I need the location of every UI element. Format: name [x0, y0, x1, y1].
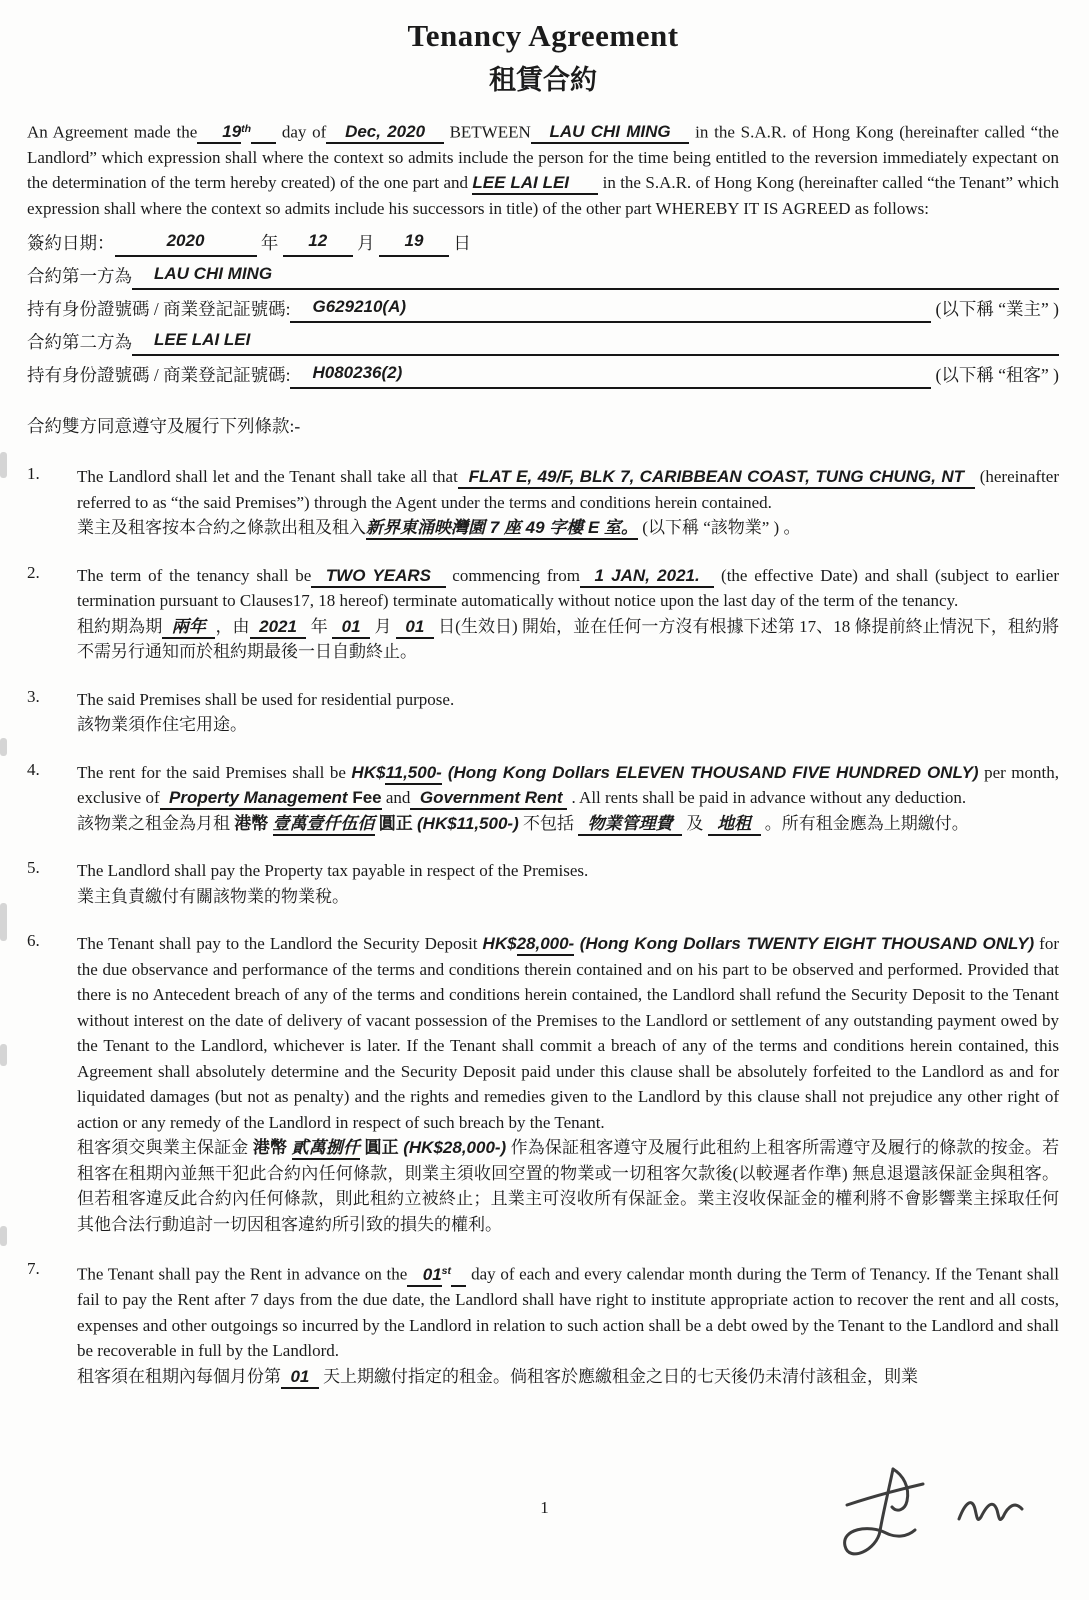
- scan-artifact: [0, 903, 7, 941]
- filled-field-text: 12: [283, 227, 353, 257]
- body-text: The Tenant shall pay to the Landlord the Security Deposit: [77, 934, 483, 954]
- clause-3: [27, 687, 1059, 738]
- filled-field-text: FLAT E, 49/F, BLK 7, CARIBBEAN COAST, TUNG CHUNG, NT: [458, 467, 975, 489]
- filled-field-text: 01: [332, 617, 370, 639]
- filled-field-text: 地租: [708, 814, 761, 836]
- scan-artifact: [0, 1044, 7, 1066]
- document-title-chinese: 租賃合約: [489, 65, 597, 95]
- body-text: in the S.A.R. of Hong Kong (hereinafter called “the Tenant” which expression shall where the context so admits include his successors in title) of the other part WHEREBY IT IS AGREED as follows:: [27, 173, 1059, 218]
- body-text: . All rents shall be paid in advance without any deduction.: [567, 788, 967, 808]
- body-text: (hereinafter referred to as “the said Premises”) through the Agent under the terms and conditions herein contained.: [77, 467, 1059, 512]
- filled-field-text: LEE LAI LEI: [472, 173, 598, 195]
- filled-field-text: (Hong Kong Dollars ELEVEN THOUSAND FIVE HUNDRED ONLY): [441, 762, 979, 782]
- body-text: per month, exclusive of: [77, 762, 1060, 808]
- body-text: 該物業之租金為月租: [77, 813, 235, 833]
- tenant-id-line: [27, 359, 1059, 389]
- body-text: BETWEEN: [443, 122, 531, 142]
- clause-list: [27, 464, 1059, 1389]
- scan-artifact: [0, 452, 7, 478]
- filled-field-text: 01: [281, 1367, 319, 1389]
- filled-field-text: 19: [197, 122, 241, 144]
- clause-body: [77, 931, 1059, 1237]
- clause-number: 4.: [27, 759, 40, 779]
- filled-field-text: 11,500-: [385, 763, 441, 785]
- filled-field-text: Property Management: [160, 788, 353, 810]
- body-text: 租約期為期: [77, 616, 163, 636]
- clause-5: [27, 858, 1059, 909]
- field-label: 年: [256, 233, 283, 254]
- body-text: 租客須交與業主保証金: [77, 1138, 253, 1158]
- body-text: 業主及租客按本合約之條款出租及租入: [77, 518, 366, 538]
- intro-paragraph: [27, 117, 1059, 221]
- filled-field-text: 新界東涌映灣園 7 座 49 字樓 E 室。: [366, 518, 638, 540]
- filled-field-text: LAU CHI MING: [132, 260, 1059, 290]
- clause-body: [77, 858, 1059, 909]
- clause-number: 1.: [27, 464, 40, 484]
- clause-body: [77, 1259, 1059, 1389]
- body-text: 。所有租金應為上期繳付。: [760, 813, 969, 833]
- clause-number: 2.: [27, 562, 40, 582]
- filled-field-text: st: [441, 1265, 452, 1278]
- field-label: 合約第一方為: [27, 266, 132, 287]
- body-text: 業主負責繳付有關該物業的物業稅。: [77, 886, 349, 906]
- body-text: 年: [306, 616, 333, 636]
- filled-field-text: 兩年: [162, 617, 215, 639]
- field-label: (以下稱 “業主” ): [931, 299, 1059, 320]
- filled-field-text: HK$: [351, 762, 386, 782]
- filled-field-text: th: [241, 123, 252, 135]
- filled-field-text: LAU CHI MING: [531, 122, 690, 144]
- filled-field-text: 19: [379, 227, 449, 257]
- clause-7: [27, 1259, 1059, 1389]
- filled-field-text: LEE LAI LEI: [132, 326, 1059, 356]
- body-text: The term of the tenancy shall be: [77, 565, 312, 585]
- body-text: (the effective Date) and shall (subject to earlier termination pursuant to Clauses17, 18 hereof) terminate automatically without notice upon the last day of the term of the tenancy.: [77, 565, 1059, 611]
- filled-field-text: Government Rent: [410, 788, 567, 810]
- agreement-intro-line: 合約雙方同意遵守及履行下列條款:-: [27, 416, 301, 437]
- body-text: 月: [370, 616, 396, 636]
- filled-field-text: TWO YEARS: [311, 566, 445, 588]
- filled-field-text: 01: [407, 1265, 441, 1287]
- filled-field-text: [251, 122, 276, 144]
- body-text: 該物業須作住宅用途。: [77, 715, 247, 735]
- clause-number: 3.: [27, 686, 40, 706]
- filled-field-text: 物業管理費: [578, 814, 682, 836]
- body-text: The said Premises shall be used for residential purpose.: [77, 689, 455, 709]
- signing-date-line: [27, 227, 1059, 257]
- body-text: and: [381, 788, 411, 808]
- clause-4: [27, 760, 1059, 837]
- body-text: [287, 1138, 291, 1157]
- field-label: 持有身份證號碼 / 商業登記証號碼:: [27, 299, 291, 320]
- body-text: An Agreement made the: [27, 122, 198, 142]
- filled-field-text: Fee: [352, 788, 381, 810]
- clause-body: [77, 760, 1059, 837]
- filled-field-text: 港幣: [234, 813, 269, 833]
- body-text: (以下稱 “該物業” ) 。: [638, 518, 801, 538]
- filled-field-text: 圓正: [378, 813, 413, 833]
- clause-body: [77, 464, 1059, 541]
- body-text: 租客須在租期內每個月份第: [77, 1366, 281, 1386]
- body-text: [268, 814, 272, 833]
- body-text: The Landlord shall pay the Property tax payable in respect of the Premises.: [77, 861, 589, 881]
- clause-body: [77, 563, 1059, 665]
- field-label: 持有身份證號碼 / 商業登記証號碼:: [27, 365, 291, 386]
- scan-artifact: [0, 738, 7, 756]
- body-text: 不包括: [518, 813, 579, 833]
- filled-field-text: 28,000-: [517, 934, 575, 956]
- clause-number: 6.: [27, 931, 40, 951]
- filled-field-text: 01: [396, 617, 434, 639]
- body-text: 日(生效日) 開始，並在任何一方沒有根據下述第 17、18 條提前終止情況下，租約將不需另行通知而於租約期最後一日自動終止。: [77, 616, 1060, 662]
- filled-field-text: 壹萬壹仟伍佰: [273, 814, 375, 836]
- filled-field-text: (Hong Kong Dollars TWENTY EIGHT THOUSAND ONLY): [574, 934, 1035, 954]
- field-label: 日: [449, 233, 471, 254]
- clause-number: 5.: [27, 858, 40, 878]
- filled-field-text: H080236(2): [290, 359, 931, 389]
- filled-field-text: HK$: [482, 934, 517, 954]
- body-text: commencing from: [445, 565, 580, 585]
- filled-field-text: 貳萬捌仟: [292, 1138, 361, 1160]
- scan-artifact: [0, 1226, 7, 1246]
- filled-field-text: Dec, 2020: [326, 122, 443, 144]
- filled-field-text: 1 JAN, 2021.: [580, 566, 714, 588]
- body-text: day of each and every calendar month during the Term of Tenancy. If the Tenant shall fail to pay the Rent after 7 days from the due date, the Landlord shall have right to institute appropriate action to recover the rent and all costs, expenses and other outgoings so incurred by the Landlord in relation to such action shall be a debt owed by the Tenant to the Landlord and shall be recoverable in full by the Landlord.: [77, 1264, 1059, 1361]
- field-label: 合約第二方為: [27, 332, 132, 353]
- body-text: The Tenant shall pay the Rent in advance on the: [77, 1264, 408, 1284]
- field-label: (以下稱 “租客” ): [931, 365, 1059, 386]
- tenant-name-line: [27, 326, 1059, 356]
- filled-field-text: [451, 1265, 466, 1287]
- body-text: The Landlord shall let and the Tenant shall take all that: [77, 467, 458, 487]
- clause-2: [27, 563, 1059, 665]
- filled-field-text: 圓正: [364, 1138, 399, 1158]
- filled-field-text: G629210(A): [290, 293, 931, 323]
- filled-field-text: (HK$11,500-): [417, 813, 519, 833]
- body-text: day of: [276, 122, 327, 142]
- filled-field-text: 2021: [250, 617, 307, 639]
- clause-number: 7.: [27, 1259, 40, 1279]
- body-text: in the S.A.R. of Hong Kong (hereinafter called “the Landlord” which expression shall where the context so admits include the person for the time being entitled to the reversion immediately expectant on the determination of the term hereby created) of the one part and: [27, 122, 1059, 193]
- body-text: for the due observance and performance of the terms and conditions therein contained and on his part to be observed and performed. Provided that there is no Antecedent breach of any of the terms and conditions herein contained, the Landlord shall refund the Security Deposit to the Tenant without interest on the date of delivery of vacant possession of the Premises to the Landlord or settlement of any outstanding payment owed by the Tenant to the Landlord, whichever is later. If the Tenant shall commit a breach of any of the terms and conditions herein contained, this Agreement shall absolutely determine and the Security Deposit paid under this clause shall be absolutely forfeited to the Landlord as and for liquidated damages (but not as penalty) and the rights and remedies given to the Landlord by this clause shall not prejudice any other right of action or any remedy of the Landlord in respect of such breach by the Tenant.: [77, 934, 1060, 1132]
- document-title-english: Tenancy Agreement: [407, 18, 679, 53]
- body-text: 天上期繳付指定的租金。倘租客於應繳租金之日的七天後仍未清付該租金，則業: [318, 1366, 919, 1386]
- landlord-id-line: [27, 293, 1059, 323]
- handwritten-initials-icon: [831, 1455, 1041, 1595]
- clause-6: [27, 931, 1059, 1237]
- clause-body: [77, 687, 1059, 738]
- body-text: ，由: [215, 616, 250, 636]
- field-label: 月: [352, 233, 379, 254]
- filled-field-text: 2020: [115, 227, 257, 257]
- field-label: 簽約日期：: [27, 233, 115, 254]
- body-text: 及: [682, 813, 708, 833]
- landlord-name-line: [27, 260, 1059, 290]
- party-info-block: [27, 227, 1059, 389]
- filled-field-text: (HK$28,000-): [403, 1138, 507, 1158]
- page-number: 1: [540, 1498, 549, 1517]
- body-text: The rent for the said Premises shall be: [77, 762, 352, 782]
- clause-1: [27, 464, 1059, 541]
- filled-field-text: 港幣: [252, 1138, 288, 1158]
- body-text: 作為保証租客遵守及履行此租約上租客所需遵守及履行的條款的按金。若租客在租期內並無干犯此合約內任何條款，則業主須收回空置的物業或一切租客欠款後(以較遲者作準) 無息退還該保証金與租客。但若租客違反此合約內任何條款，則此租約立被終止；且業主可沒收所有保証金。業主沒收保証金的權利將不會影響業主採取任何其他合法行動追討一切因租客違約所引致的損失的權利。: [77, 1138, 1060, 1234]
